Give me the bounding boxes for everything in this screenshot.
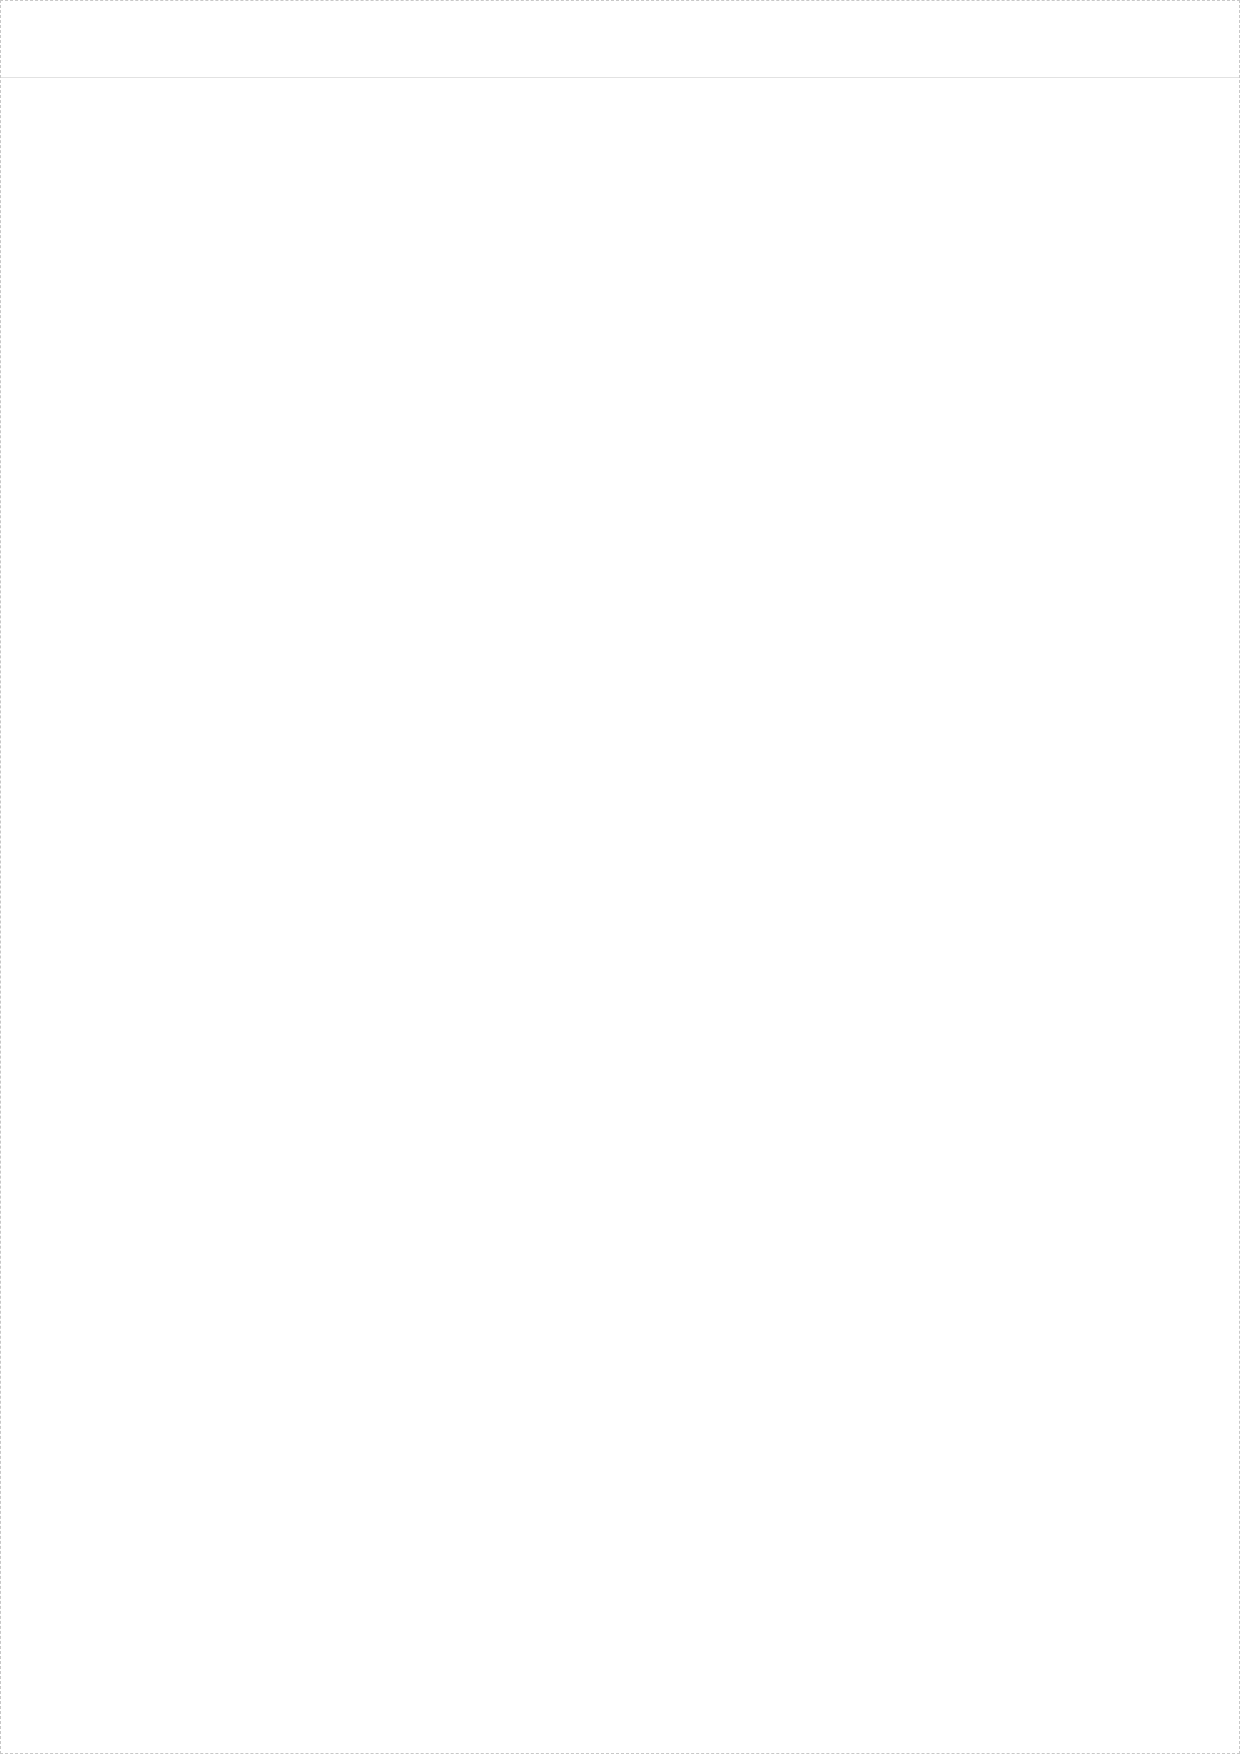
page-header	[1, 1, 1239, 78]
page-body	[1, 78, 1239, 1753]
